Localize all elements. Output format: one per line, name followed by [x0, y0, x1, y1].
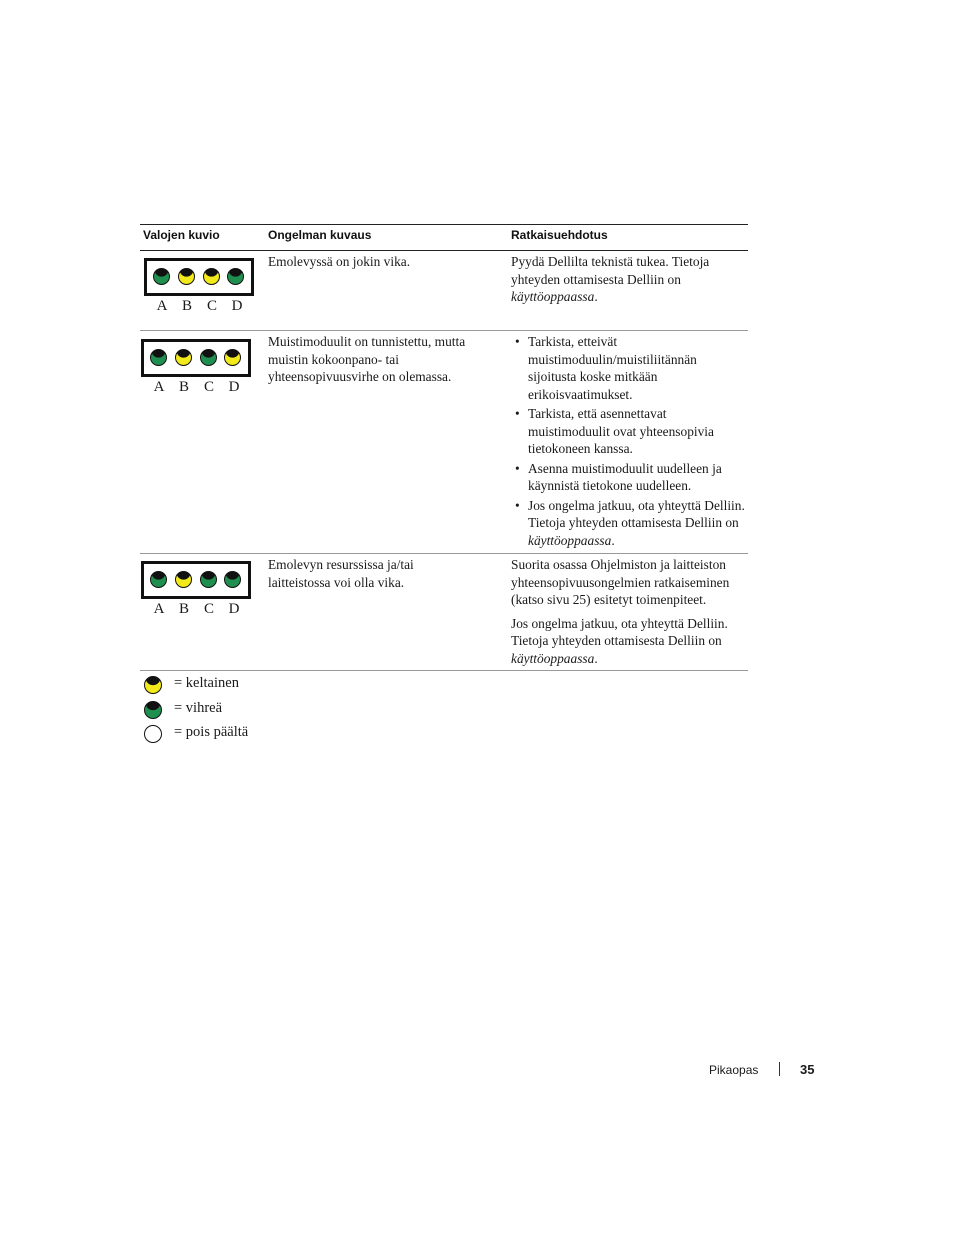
solution-list — [511, 333, 747, 551]
solution-text-main: Jos ongelma jatkuu, ota yhteyttä Delliin. Tietoja yhteyden ottamisesta Delliin on — [511, 615, 728, 648]
solution-text-end: . — [594, 650, 598, 666]
legend-label: = vihreä — [174, 699, 223, 716]
solution-text-end: . — [611, 532, 615, 548]
header-problem: Ongelman kuvaus — [268, 228, 372, 242]
header-solution: Ratkaisuehdotus — [511, 228, 608, 242]
problem-description: Emolevyssä on jokin vika. — [268, 254, 411, 269]
led-d-indicator — [224, 349, 241, 366]
led-panel — [141, 561, 251, 599]
led-b-indicator — [175, 571, 192, 588]
led-letter-a: A — [156, 298, 168, 314]
legend-label: = keltainen — [174, 675, 239, 691]
list-item: • Asenna muistimoduulit uudelleen ja käynnistä tietokone uudelleen. — [511, 460, 747, 495]
led-a-indicator — [153, 268, 170, 285]
table-header — [140, 224, 748, 251]
solution-text — [511, 253, 747, 306]
led-letter-d: D — [231, 298, 243, 314]
off-led-icon — [144, 725, 162, 743]
problem-description: Muistimoduulit on tunnistettu, mutta muistin kokoonpano- tai yhteensopivuusvirhe on olemassa. — [268, 334, 466, 384]
led-d-indicator — [224, 571, 241, 588]
user-guide-reference: käyttöoppaassa — [511, 289, 595, 304]
led-c-indicator — [203, 268, 220, 285]
solution-text-main: Pyydä Dellilta teknistä tukea. Tietoja yhteyden ottamisesta Delliin on — [511, 254, 710, 287]
footer-section-title: Pikaopas — [709, 1063, 759, 1077]
led-letter-c: C — [203, 379, 214, 395]
led-letter-c: C — [206, 298, 217, 314]
list-item — [511, 497, 747, 550]
user-guide-reference: käyttöoppaassa — [528, 532, 612, 548]
led-b-indicator — [178, 268, 195, 285]
led-panel — [144, 258, 254, 296]
led-c-indicator — [200, 349, 217, 366]
led-letter-d: D — [228, 601, 240, 617]
led-letter-b: B — [181, 298, 192, 314]
user-guide-reference: käyttöoppaassa — [511, 650, 595, 666]
page-number: 35 — [800, 1062, 815, 1077]
yellow-led-icon — [144, 676, 162, 694]
problem-description: Emolevyn resurssissa ja/tai laitteistossa voi olla vika. — [268, 557, 414, 590]
led-letter-c: C — [203, 601, 214, 617]
solution-paragraph: Suorita osassa Ohjelmiston ja laitteiston yhteensopivuusongelmien ratkaiseminen (katso sivu 25) esitetyt toimenpiteet. — [511, 557, 730, 607]
solution-text-main: Jos ongelma jatkuu, ota yhteyttä Delliin. Tietoja yhteyden ottamisesta Delliin on — [528, 497, 745, 530]
led-panel — [141, 339, 251, 377]
led-d-indicator — [227, 268, 244, 285]
led-a-indicator — [150, 349, 167, 366]
led-diagnostics-table — [140, 224, 748, 671]
led-letter-b: B — [178, 379, 189, 395]
header-led-pattern: Valojen kuvio — [143, 228, 220, 242]
led-b-indicator — [175, 349, 192, 366]
led-letter-a: A — [153, 601, 165, 617]
footer-separator — [779, 1062, 780, 1076]
solution-paragraph — [511, 615, 747, 668]
led-letter-d: D — [228, 379, 240, 395]
led-letter-a: A — [153, 379, 165, 395]
table-row — [140, 251, 748, 331]
led-c-indicator — [200, 571, 217, 588]
legend-label: = pois päältä — [174, 724, 249, 740]
list-item: • Tarkista, että asennettavat muistimoduulit ovat yhteensopivia tietokoneen kanssa. — [511, 405, 747, 458]
list-item: • Tarkista, etteivät muistimoduulin/muistiliitännän sijoitusta koske mitkään erikoisvaatimukset. — [511, 333, 747, 403]
green-led-icon — [144, 701, 162, 719]
table-row — [140, 331, 748, 554]
solution-text-end: . — [594, 289, 598, 304]
led-letter-b: B — [178, 601, 189, 617]
table-row — [140, 554, 748, 671]
led-a-indicator — [150, 571, 167, 588]
solution-text — [511, 556, 747, 673]
